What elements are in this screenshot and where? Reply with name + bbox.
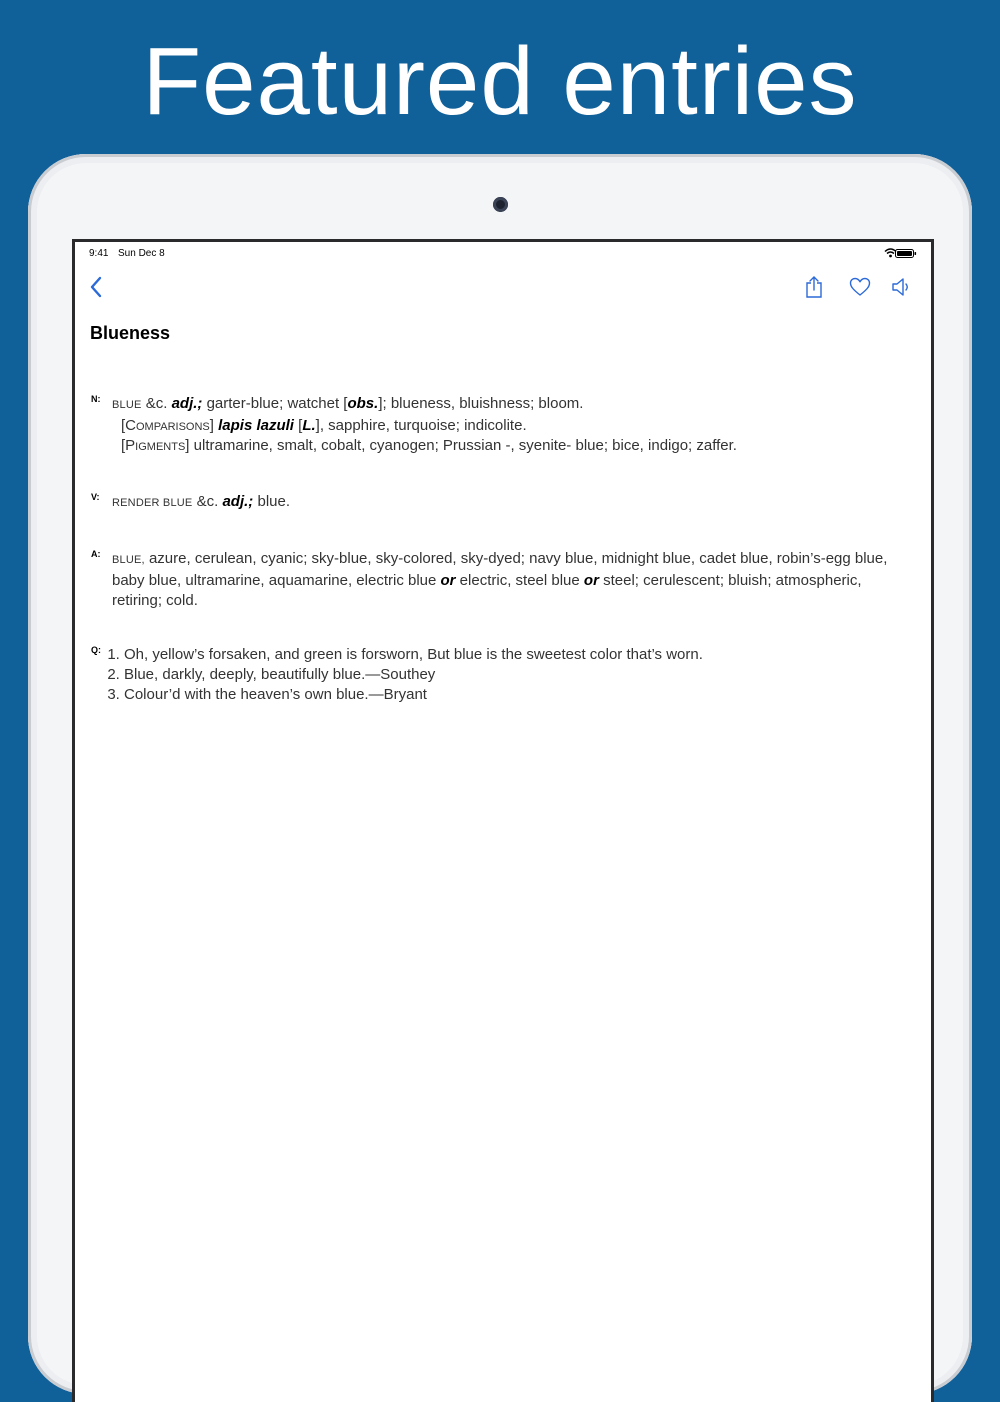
pos-adj: adj.; <box>171 395 203 412</box>
quote-item: 2. Blue, darkly, deeply, beautifully blue.—Southey <box>124 665 891 685</box>
status-date: Sun Dec 8 <box>118 248 165 259</box>
section-tag: A: <box>91 549 101 559</box>
headword: BLUE <box>112 399 142 411</box>
noun-line <box>112 436 891 457</box>
promo-headline: Featured entries <box>142 28 858 135</box>
camera-icon <box>493 197 508 212</box>
chevron-left-icon <box>89 276 103 298</box>
favorite-button[interactable] <box>845 270 875 304</box>
category-label: Comparisons <box>125 416 210 434</box>
headword: RENDER BLUE <box>112 497 193 509</box>
bracket: ] <box>185 437 194 454</box>
speak-button[interactable] <box>887 270 917 304</box>
bracket: ] <box>209 416 219 434</box>
section-tag: Q: <box>91 645 101 655</box>
section-tag: N: <box>91 394 101 404</box>
category-label: Pigments <box>125 437 186 454</box>
definition-text: [ <box>293 416 303 434</box>
definition-text: garter-blue; watchet [ <box>202 395 348 412</box>
quotes-list <box>91 645 891 705</box>
back-button[interactable] <box>81 270 111 304</box>
bracket: [ <box>121 416 126 434</box>
definition-text: steel; cerulescent; bluish; atmospheric, retiring; cold. <box>112 571 862 609</box>
battery-icon <box>895 249 917 261</box>
definition-text: azure, cerulean, cyanic; sky-blue, sky-colored, sky-dyed; navy blue, midnight blue, cadet blue, robin’s-egg blue, baby blue, ultramarine, aquamarine, electric blue <box>112 550 888 589</box>
verb-section <box>91 492 891 514</box>
definition-text: ultramarine, smalt, cobalt, cyanogen; Prussian -, syenite- blue; bice, indigo; zaffer. <box>193 437 737 454</box>
status-time: 9:41 <box>89 248 109 259</box>
definition-text: electric, steel blue <box>455 571 584 589</box>
noun-section <box>91 394 891 457</box>
foreign-term: lapis lazuli <box>218 416 294 434</box>
headword: BLUE, <box>112 554 145 566</box>
amp-text: &c. <box>141 395 172 412</box>
noun-line <box>112 394 891 416</box>
navigation-bar <box>75 270 931 306</box>
status-bar <box>75 242 931 264</box>
definition-text: ], sapphire, turquoise; indicolite. <box>315 416 527 434</box>
section-tag: V: <box>91 492 100 502</box>
heart-icon <box>849 277 871 297</box>
bracket: [ <box>121 437 126 454</box>
section-body <box>112 492 891 514</box>
or-text: or <box>440 571 456 589</box>
lang-abbr: L. <box>302 416 316 434</box>
pos-adj: adj.; <box>222 493 254 510</box>
quote-item: 3. Colour’d with the heaven’s own blue.—Bryant <box>124 685 891 705</box>
definition-text: blue. <box>253 493 291 510</box>
definition-text: ]; blueness, bluishness; bloom. <box>378 395 584 412</box>
quote-item: 1. Oh, yellow’s forsaken, and green is forsworn, But blue is the sweetest color that’s worn. <box>124 645 891 665</box>
quotes-section <box>91 645 891 705</box>
section-body <box>112 394 891 457</box>
entry-title: Blueness <box>90 323 171 343</box>
section-body <box>112 549 891 612</box>
noun-line <box>112 416 891 437</box>
adjective-section <box>91 549 891 612</box>
obs-abbr: obs. <box>347 395 379 412</box>
speaker-icon <box>891 276 913 298</box>
share-icon <box>804 275 824 299</box>
amp-text: &c. <box>192 493 223 510</box>
tablet-frame <box>28 154 972 1394</box>
app-screen <box>72 239 934 1402</box>
or-text: or <box>583 571 599 589</box>
share-button[interactable] <box>799 270 829 304</box>
